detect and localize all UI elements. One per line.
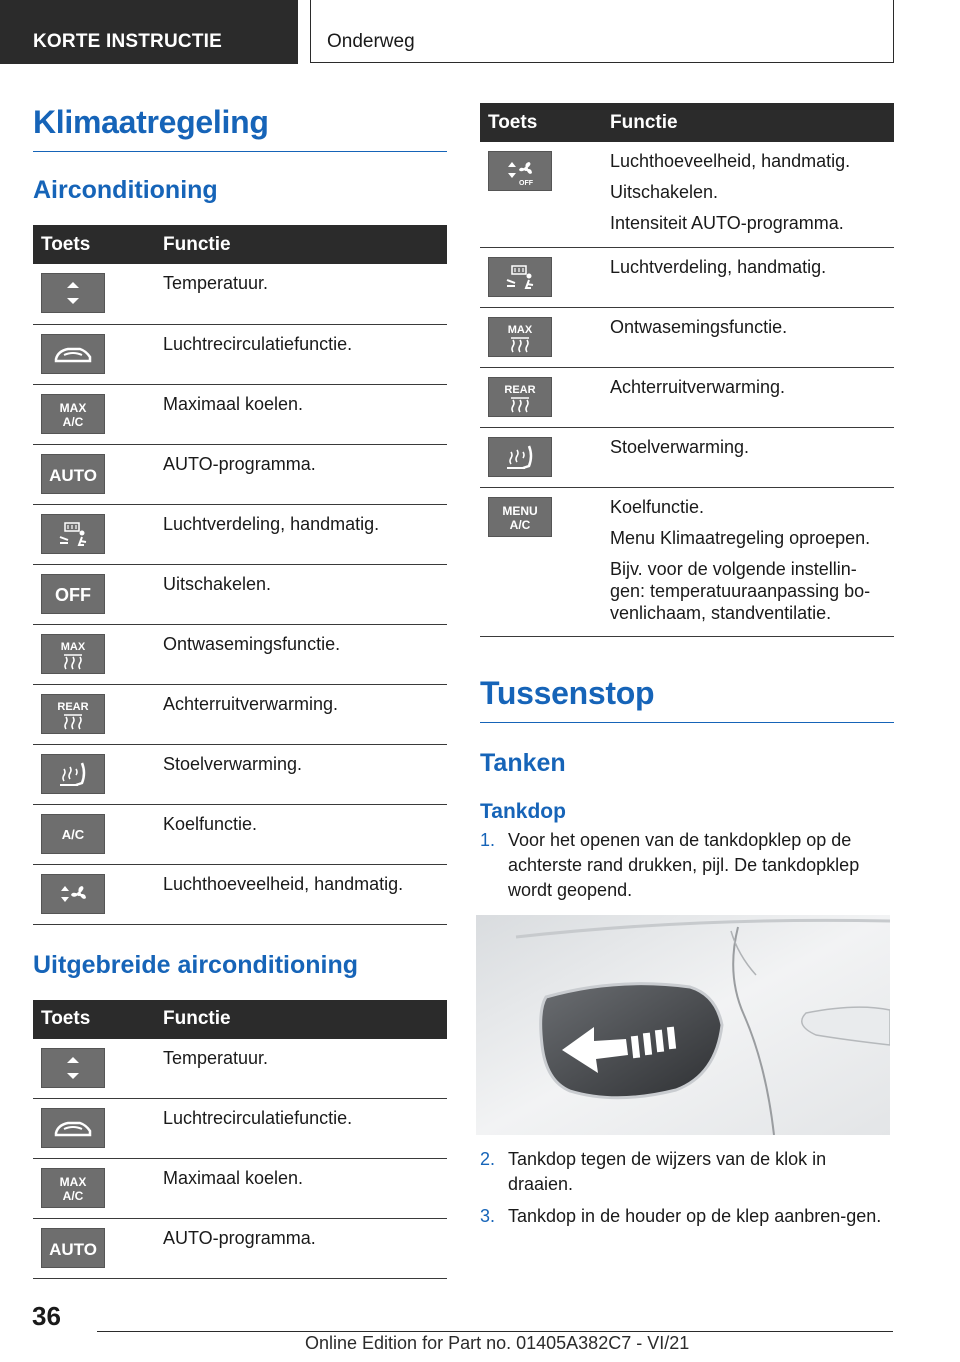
function-text: Achterruitverwarming. — [163, 693, 339, 714]
table-row — [33, 684, 447, 744]
key-cell — [33, 744, 155, 804]
section-tab — [0, 0, 298, 64]
table-row — [480, 487, 894, 636]
footer-divider — [97, 1331, 893, 1332]
key-cell — [33, 564, 155, 624]
function-cell — [155, 684, 447, 744]
step-number: 1. — [480, 829, 496, 850]
function-cell — [602, 142, 894, 247]
steps-list-1 — [480, 828, 894, 903]
function-text: Uitschakelen. — [610, 182, 719, 202]
function-text: Luchtverdeling, handmatig. — [610, 256, 827, 277]
fan-arrows-icon — [41, 874, 105, 914]
key-cell — [33, 444, 155, 504]
function-cell — [155, 324, 447, 384]
function-cell — [155, 1159, 447, 1219]
function-text: Luchtrecirculatiefunctie. — [163, 1108, 353, 1128]
key-label: REAR — [504, 383, 536, 396]
table-row — [33, 324, 447, 384]
heading-tankdop: Tankdop — [480, 799, 566, 823]
key-cell — [33, 264, 155, 324]
temperature-arrows-icon — [41, 273, 105, 313]
key-label: A/C — [62, 414, 84, 429]
col-header-toets: Toets — [33, 225, 155, 264]
col-header-toets: Toets — [480, 103, 602, 142]
left-column — [33, 104, 447, 1279]
max-ac-icon — [41, 1168, 105, 1208]
page-title-klimaatregeling: Klimaatregeling — [33, 104, 447, 152]
key-cell — [480, 487, 602, 636]
max-defrost-icon — [41, 634, 105, 674]
col-header-toets: Toets — [33, 1000, 155, 1039]
function-cell — [602, 427, 894, 487]
key-cell — [33, 504, 155, 564]
key-label: REAR — [57, 700, 89, 713]
function-text: Menu Klimaatregeling oproepen. — [610, 527, 871, 548]
table-row — [480, 142, 894, 247]
chapter-tab — [310, 0, 894, 63]
step-item — [480, 828, 894, 903]
temperature-arrows-icon — [41, 1048, 105, 1088]
function-cell — [155, 384, 447, 444]
function-text: Ontwasemingsfunctie. — [163, 633, 341, 654]
table-row — [33, 624, 447, 684]
off-icon — [41, 574, 105, 614]
key-cell — [33, 384, 155, 444]
function-text: Bijv. voor de volgende instellin- gen: temperatuuraanpassing bo- venlichaam, standventilatie. — [610, 558, 871, 623]
function-text: Intensiteit AUTO-programma. — [610, 213, 844, 233]
key-label: OFF — [55, 584, 91, 605]
step-text: Tankdop tegen de wijzers van de klok in draaien. — [508, 1148, 827, 1194]
ext-table — [33, 1000, 447, 1280]
step-number: 3. — [480, 1205, 496, 1226]
step-text: Tankdop in de houder op de klep aanbren-gen. — [508, 1205, 882, 1226]
heading-tanken: Tanken — [480, 748, 566, 777]
table-row — [33, 444, 447, 504]
key-cell — [33, 1159, 155, 1219]
key-cell — [33, 324, 155, 384]
table-row — [33, 264, 447, 324]
col-header-functie: Functie — [155, 225, 447, 264]
heading-uitgebreide: Uitgebreide airconditioning — [33, 950, 359, 979]
rear-defrost-icon — [488, 377, 552, 417]
key-cell — [33, 624, 155, 684]
function-text: Stoelverwarming. — [163, 753, 303, 774]
table-row — [33, 744, 447, 804]
fuel-flap-image — [476, 915, 890, 1135]
auto-icon — [41, 1228, 105, 1268]
function-cell — [155, 1219, 447, 1279]
max-defrost-icon — [488, 317, 552, 357]
key-label: OFF — [519, 180, 533, 187]
key-cell — [33, 804, 155, 864]
function-text: Achterruitverwarming. — [610, 376, 786, 397]
key-label: AUTO — [49, 465, 97, 485]
table-row — [33, 1039, 447, 1099]
table-row — [33, 564, 447, 624]
function-cell — [602, 487, 894, 636]
rear-defrost-icon — [41, 694, 105, 734]
key-cell — [33, 1099, 155, 1159]
key-label: AUTO — [49, 1240, 97, 1259]
key-label: MAX — [507, 323, 533, 336]
key-label: A/C — [61, 826, 85, 842]
table-row — [33, 384, 447, 444]
title-tussenstop: Tussenstop — [480, 675, 894, 723]
table-row — [33, 504, 447, 564]
key-label: MENU — [502, 503, 538, 518]
key-cell — [480, 367, 602, 427]
function-text: Luchtrecirculatiefunctie. — [163, 333, 353, 354]
function-text: AUTO-programma. — [163, 1228, 316, 1248]
function-text: AUTO-programma. — [163, 453, 316, 474]
steps-list-2 — [480, 1147, 894, 1229]
key-cell — [33, 684, 155, 744]
function-text: Koelfunctie. — [163, 813, 258, 834]
function-text: Stoelverwarming. — [610, 436, 750, 457]
seat-heating-icon — [488, 437, 552, 477]
air-distribution-icon — [488, 257, 552, 297]
fan-off-icon — [488, 151, 552, 191]
max-ac-icon — [41, 394, 105, 434]
table-row — [480, 247, 894, 307]
function-cell — [155, 1039, 447, 1099]
function-cell — [155, 864, 447, 924]
function-text: Temperatuur. — [163, 1047, 269, 1068]
function-cell — [155, 444, 447, 504]
function-cell — [155, 804, 447, 864]
function-text: Maximaal koelen. — [163, 1168, 304, 1188]
function-cell — [602, 307, 894, 367]
key-cell — [33, 1219, 155, 1279]
function-text: Luchthoeveelheid, handmatig. — [163, 873, 404, 894]
air-recirculation-icon — [41, 334, 105, 374]
key-cell — [33, 1039, 155, 1099]
function-text: Ontwasemingsfunctie. — [610, 316, 788, 337]
function-cell — [155, 504, 447, 564]
function-text: Temperatuur. — [163, 273, 269, 293]
step-text: Voor het openen van de tankdopklep op de achterste rand drukken, pijl. De tankdopklep wordt geopend. — [508, 829, 860, 900]
key-label: MAX — [60, 640, 86, 653]
table-row — [33, 1099, 447, 1159]
page-number: 36 — [32, 1301, 61, 1331]
fuel-flap-illustration — [476, 915, 890, 1135]
key-label: MAX — [59, 1175, 87, 1189]
function-text: Koelfunctie. — [610, 496, 705, 517]
table-row — [33, 864, 447, 924]
function-cell — [155, 744, 447, 804]
ac-table — [33, 225, 447, 925]
key-cell — [480, 247, 602, 307]
key-cell — [480, 142, 602, 247]
step-item — [480, 1147, 894, 1197]
chapter-title: Onderweg — [327, 31, 415, 52]
step-item — [480, 1204, 894, 1229]
table-row — [480, 307, 894, 367]
air-distribution-icon — [41, 514, 105, 554]
ac-icon — [41, 814, 105, 854]
table-row — [33, 1219, 447, 1279]
ext-table-continued — [480, 103, 894, 637]
function-cell — [155, 624, 447, 684]
key-cell — [480, 307, 602, 367]
key-label: A/C — [509, 517, 531, 532]
function-cell — [602, 247, 894, 307]
table-row — [33, 1159, 447, 1219]
menu-ac-icon — [488, 497, 552, 537]
function-text: Uitschakelen. — [163, 573, 272, 594]
heading-airconditioning: Airconditioning — [33, 176, 218, 204]
function-text: Luchtverdeling, handmatig. — [163, 513, 380, 534]
function-cell — [155, 264, 447, 324]
section-title: KORTE INSTRUCTIE — [33, 31, 222, 52]
edition-note: Online Edition for Part no. 01405A382C7 - VI/21 — [305, 1333, 690, 1353]
col-header-functie: Functie — [155, 1000, 447, 1039]
table-row — [480, 367, 894, 427]
air-recirculation-icon — [41, 1108, 105, 1148]
key-cell — [33, 864, 155, 924]
function-cell — [602, 367, 894, 427]
table-row — [480, 427, 894, 487]
seat-heating-icon — [41, 754, 105, 794]
function-text: Luchthoeveelheid, handmatig. — [610, 151, 851, 171]
key-label: A/C — [62, 1189, 84, 1203]
col-header-functie: Functie — [602, 103, 894, 142]
auto-icon — [41, 454, 105, 494]
function-cell — [155, 564, 447, 624]
step-number: 2. — [480, 1148, 496, 1169]
right-column — [480, 103, 894, 1236]
key-cell — [480, 427, 602, 487]
function-cell — [155, 1099, 447, 1159]
table-row — [33, 804, 447, 864]
function-text: Maximaal koelen. — [163, 393, 304, 414]
key-label: MAX — [59, 400, 87, 415]
